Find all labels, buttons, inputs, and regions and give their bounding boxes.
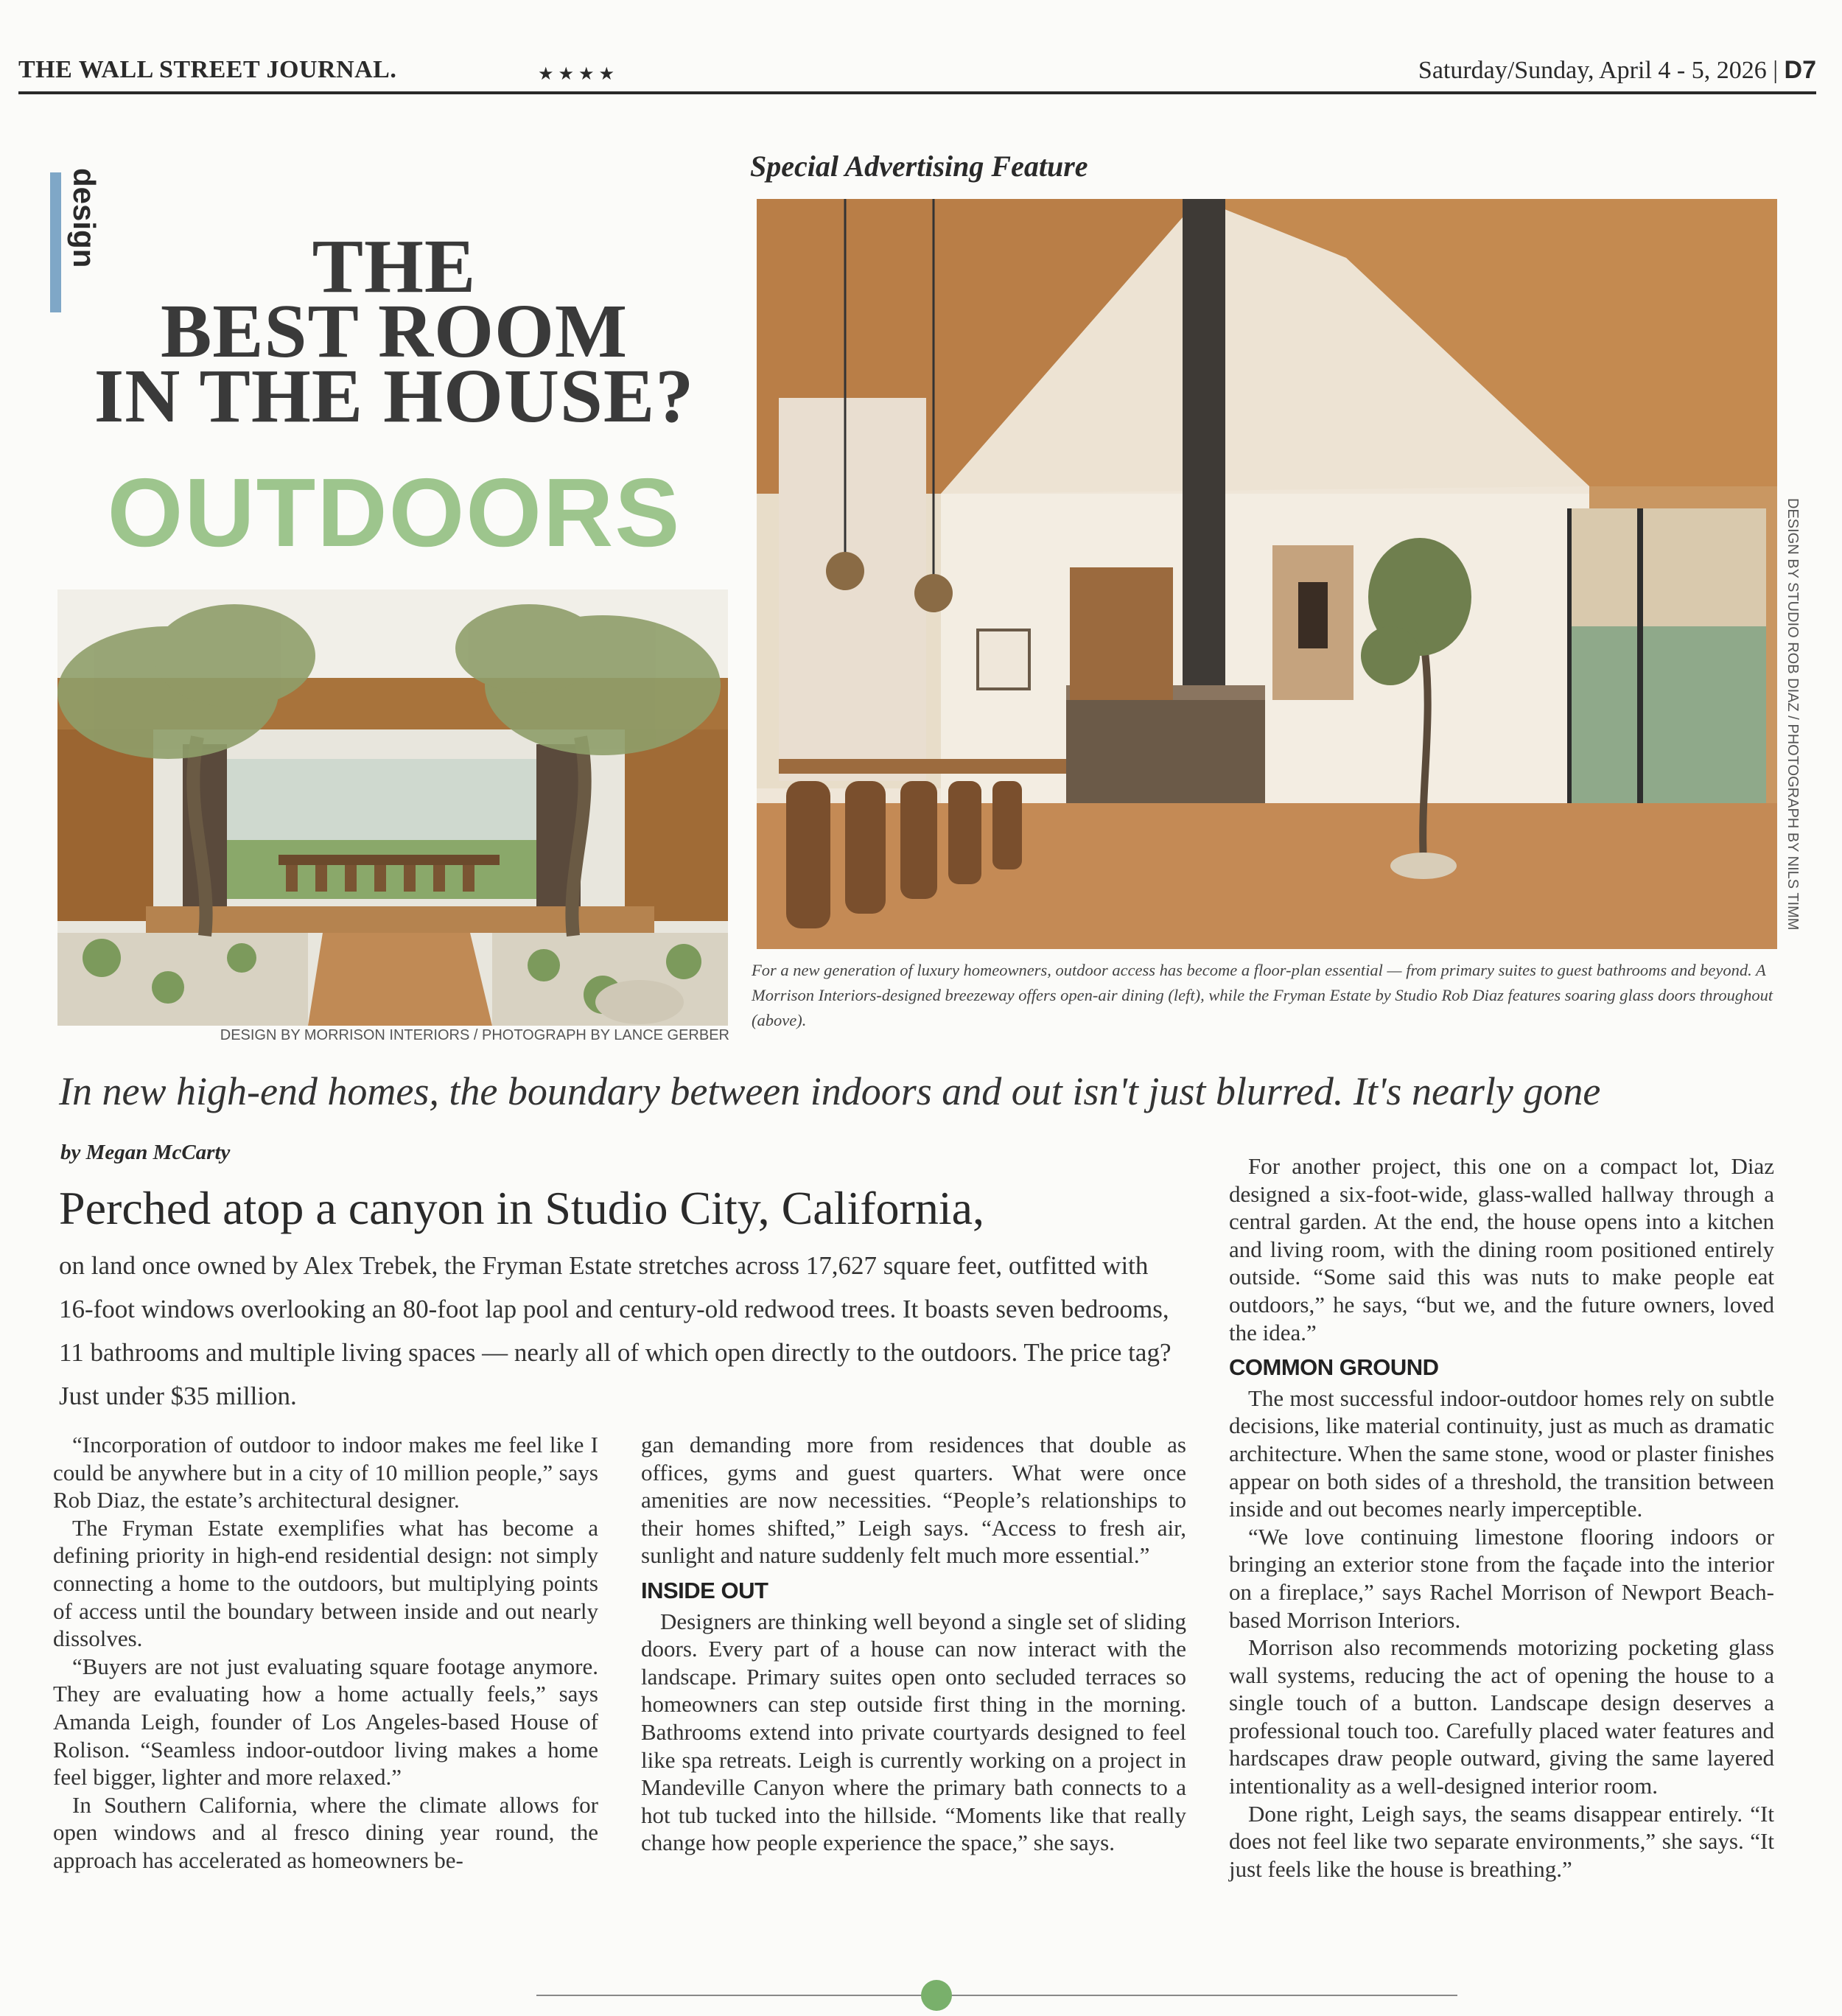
footer-rule	[536, 1995, 1457, 1996]
byline: by Megan McCarty	[60, 1141, 231, 1164]
col2-paragraph: gan demanding more from residences that double as offices, gyms and guest quarters. What were once amenities are now necessities. “People’s relationships to their homes shifted,” Leigh says. “Access to fresh air, sunlight and nature suddenly felt much more essential.”	[641, 1432, 1186, 1569]
photo-breezeway-dining	[57, 589, 728, 1026]
photo-credit-left: DESIGN BY MORRISON INTERIORS / PHOTOGRAPH BY LANCE GERBER	[220, 1027, 729, 1043]
photo-caption: For a new generation of luxury homeowners, outdoor access has become a floor-plan essential — from primary suites to guest bathrooms and beyond. A Morrison Interiors-designed breezeway offers open-air dining (left), while the Fryman Estate by Studio Rob Diaz features soaring glass doors throughout (above).	[752, 961, 1773, 1029]
section-tab-label: design	[67, 168, 102, 268]
col1-paragraph: The Fryman Estate exemplifies what has become a defining priority in high-end residential design: not simply connecting a home to the outdoors, but multiplying points of access until the boundary between inside and out nearly dissolves.	[53, 1514, 598, 1652]
photo-fryman-interior	[757, 199, 1777, 949]
special-feature-label: Special Advertising Feature	[750, 150, 1088, 183]
subhead-common-ground: COMMON GROUND	[1229, 1354, 1439, 1381]
edition-stars: ★★★★	[538, 65, 620, 84]
col3-paragraph: Done right, Leigh says, the seams disappear entirely. “It does not feel like two separate environments,” she says. “It just feels like the house is breathing.”	[1229, 1800, 1774, 1882]
subhead-inside-out: INSIDE OUT	[641, 1577, 768, 1603]
date-text: Saturday/Sunday, April 4 - 5, 2026	[1418, 57, 1767, 84]
headline-line-3: IN THE HOUSE?	[94, 354, 695, 438]
body-column-3	[1229, 1152, 1774, 1883]
col3-paragraph: For another project, this one on a compact lot, Diaz designed a six-foot-wide, glass-walled hallway through a central garden. At the end, the house opens into a kitchen and living room, with the dining room positioned entirely outside. “Some said this was nuts to make people eat outdoors,” he says, “but we, and the future owners, loved the idea.”	[1229, 1153, 1774, 1345]
col1-paragraph: “Incorporation of outdoor to indoor makes me feel like I could be anywhere but in a city of 10 million people,” says Rob Diaz, the estate’s architectural designer.	[53, 1432, 598, 1513]
body-column-2	[641, 1431, 1186, 1857]
lede-paragraph: on land once owned by Alex Trebek, the Fryman Estate stretches across 17,627 square feet, outfitted with 16-foot windows overlooking an 80-foot lap pool and century-old redwood trees. It boasts seven bedrooms, 11 bathrooms and multiple living spaces — nearly all of which open directly to the outdoors. The price tag? Just under $35 million.	[59, 1251, 1172, 1410]
paper-name: THE WALL STREET JOURNAL.	[18, 56, 397, 83]
col2-paragraph: Designers are thinking well beyond a single set of sliding doors. Every part of a house can now interact with the landscape. Primary suites open onto secluded terraces so homeowners can step outside first thing in the morning. Bathrooms extend into private courtyards designed to feel like spa retreats. Leigh is currently working on a project in Mandeville Canyon where the primary bath connects to a hot tub tucked into the hillside. “Moments like that really change how people experience the space,” she says.	[641, 1608, 1186, 1856]
headline-line-1: THE	[312, 224, 477, 309]
headline-line-2: BEST ROOM	[160, 289, 628, 374]
breezeway-illustration	[57, 589, 728, 1026]
col3-paragraph: The most successful indoor-outdoor homes rely on subtle decisions, like material continuity, just as much as dramatic architecture. When the same stone, wood or plaster finishes appear on both sides of a threshold, the transition between inside and out becomes nearly imperceptible.	[1229, 1385, 1774, 1522]
page-number: D7	[1784, 56, 1816, 84]
headline-accent: OUTDOORS	[107, 458, 682, 567]
interior-illustration	[757, 199, 1777, 949]
col1-paragraph: In Southern California, where the climate allows for open windows and al fresco dining year round, the approach has accelerated as homeowners be-	[53, 1791, 598, 1873]
dateline: Saturday/Sunday, April 4 - 5, 2026 | D7	[1418, 56, 1816, 84]
col1-paragraph: “Buyers are not just evaluating square footage anymore. They are evaluating how a home actually feels,” says Amanda Leigh, founder of Los Angeles-based House of Rolison. “Seamless indoor-outdoor living makes a home feel bigger, lighter and more relaxed.”	[53, 1653, 598, 1791]
body-column-1	[53, 1431, 598, 1875]
headline	[52, 224, 737, 438]
footer-dot	[921, 1980, 952, 2011]
col3-paragraph: “We love continuing limestone flooring indoors or bringing an exterior stone from the façade into the interior on a fireplace,” says Rachel Morrison of Newport Beach-based Morrison Interiors.	[1229, 1523, 1774, 1633]
masthead-rule	[18, 91, 1816, 94]
lede-head: Perched atop a canyon in Studio City, California,	[59, 1182, 985, 1234]
article-deck: In new high-end homes, the boundary between indoors and out isn't just blurred. It's nearly gone	[59, 1069, 1601, 1113]
col3-paragraph: Morrison also recommends motorizing pocketing glass wall systems, reducing the act of opening the house to a single touch of a button. Landscape design deserves a professional touch too. Carefully placed water features and hardscapes draw people outward, giving the same layered intentionality as a well-designed interior room.	[1229, 1634, 1774, 1799]
photo-credit-right: DESIGN BY STUDIO ROB DIAZ / PHOTOGRAPH BY NILS TIMM	[1785, 498, 1801, 931]
